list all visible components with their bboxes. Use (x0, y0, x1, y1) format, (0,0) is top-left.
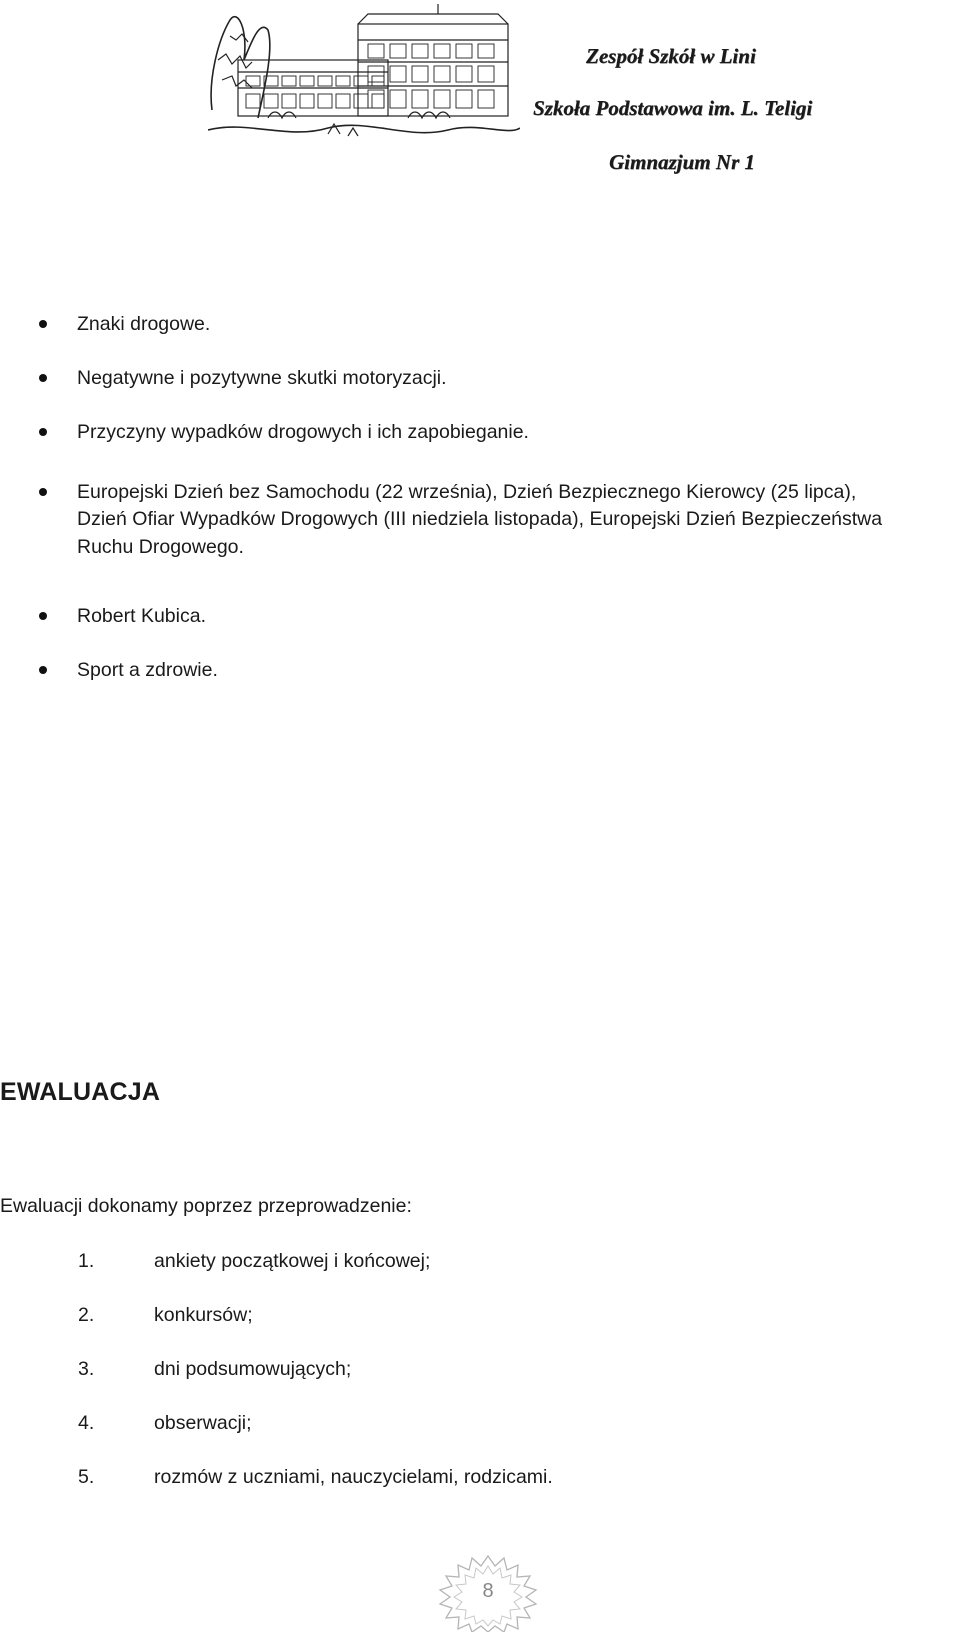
list-item (0, 1463, 960, 1491)
item-number: 5. (78, 1466, 95, 1488)
topic-text (77, 478, 957, 558)
topic-text: Sport a zdrowie. (77, 659, 218, 681)
item-text: konkursów; (154, 1304, 253, 1326)
topic-text: Znaki drogowe. (77, 313, 211, 335)
list-item (0, 1355, 960, 1383)
list-item (0, 1301, 960, 1329)
list-item (0, 1247, 960, 1275)
school-complex-name: Zespół Szkół w Lini (586, 44, 756, 68)
topic-text: Robert Kubica. (77, 605, 206, 627)
bullet-icon (39, 374, 47, 382)
page-number: 8 (482, 1580, 494, 1602)
topic-text-line: Ruchu Drogowego. (77, 536, 244, 558)
topic-text-line: Dzień Ofiar Wypadków Drogowych (III niedziela listopada), Europejski Dzień Bezpieczeństwa (77, 508, 883, 530)
item-text: rozmów z uczniami, nauczycielami, rodzicami. (154, 1466, 553, 1488)
item-text: ankiety początkowej i końcowej; (154, 1250, 431, 1272)
list-item (0, 1409, 960, 1437)
topic-text: Negatywne i pozytywne skutki motoryzacji. (77, 367, 447, 389)
bullet-icon (39, 488, 47, 496)
bullet-icon (39, 612, 47, 620)
item-number: 2. (78, 1304, 95, 1326)
primary-school-name: Szkoła Podstawowa im. L. Teligi (533, 96, 813, 120)
bullet-icon (39, 666, 47, 674)
evaluation-intro: Ewaluacji dokonamy poprzez przeprowadzenie: (0, 1195, 412, 1217)
item-text: obserwacji; (154, 1412, 252, 1434)
item-text: dni podsumowujących; (154, 1358, 352, 1380)
evaluation-heading: EWALUACJA (0, 1078, 161, 1106)
school-building-sketch (208, 0, 520, 144)
item-number: 1. (78, 1250, 95, 1272)
bullet-icon (39, 320, 47, 328)
topic-text: Przyczyny wypadków drogowych i ich zapobieganie. (77, 421, 529, 443)
bullet-icon (39, 428, 47, 436)
item-number: 4. (78, 1412, 95, 1434)
middle-school-name: Gimnazjum Nr 1 (609, 150, 755, 174)
item-number: 3. (78, 1358, 95, 1380)
topic-text-line: Europejski Dzień bez Samochodu (22 września), Dzień Bezpiecznego Kierowcy (25 lipca), (77, 481, 857, 503)
